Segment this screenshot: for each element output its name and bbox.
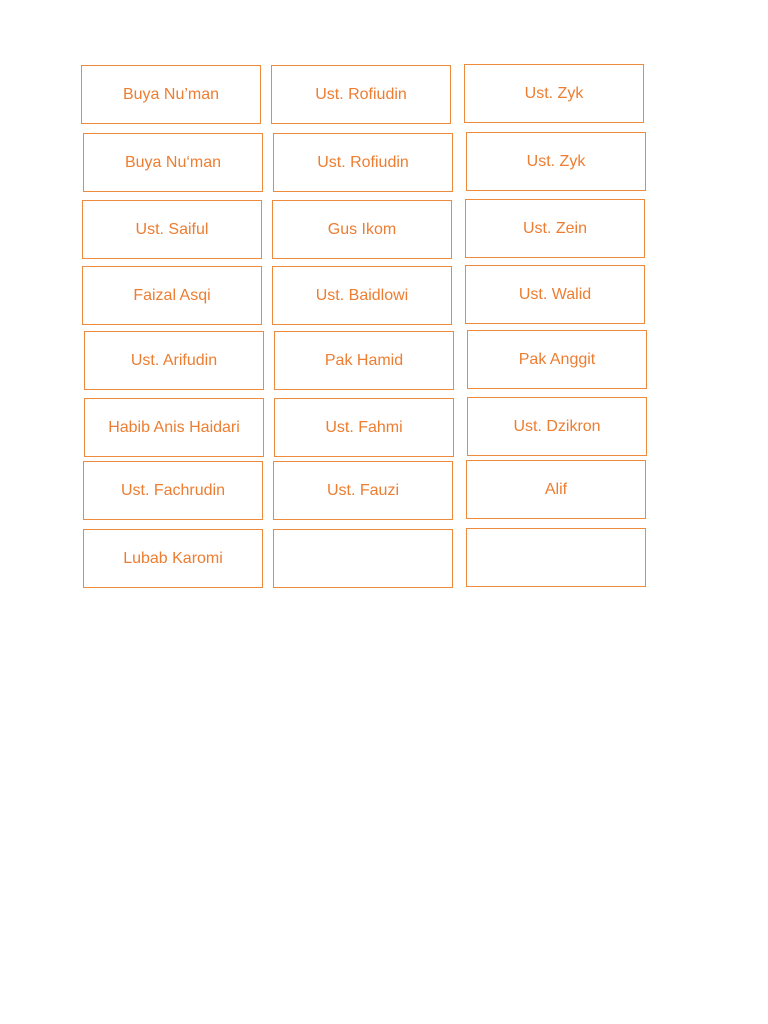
name-label: Pak Anggit <box>467 330 647 389</box>
name-label: Buya Nu‘man <box>83 133 263 192</box>
name-label: Buya Nu’man <box>81 65 261 124</box>
name-label: Lubab Karomi <box>83 529 263 588</box>
name-label: Habib Anis Haidari <box>84 398 264 457</box>
name-label: Gus Ikom <box>272 200 452 259</box>
name-label: Ust. Zein <box>465 199 645 258</box>
name-label: Ust. Baidlowi <box>272 266 452 325</box>
name-label: Ust. Arifudin <box>84 331 264 390</box>
name-label: Ust. Fachrudin <box>83 461 263 520</box>
name-label: Ust. Zyk <box>466 132 646 191</box>
name-label: Ust. Saiful <box>82 200 262 259</box>
name-label: Ust. Walid <box>465 265 645 324</box>
name-label: Ust. Dzikron <box>467 397 647 456</box>
name-label: Ust. Fauzi <box>273 461 453 520</box>
name-label: Alif <box>466 460 646 519</box>
name-label: Faizal Asqi <box>82 266 262 325</box>
name-label: Ust. Rofiudin <box>271 65 451 124</box>
empty-label <box>466 528 646 587</box>
empty-label <box>273 529 453 588</box>
name-label: Ust. Fahmi <box>274 398 454 457</box>
name-label: Ust. Rofiudin <box>273 133 453 192</box>
name-label: Pak Hamid <box>274 331 454 390</box>
name-label: Ust. Zyk <box>464 64 644 123</box>
